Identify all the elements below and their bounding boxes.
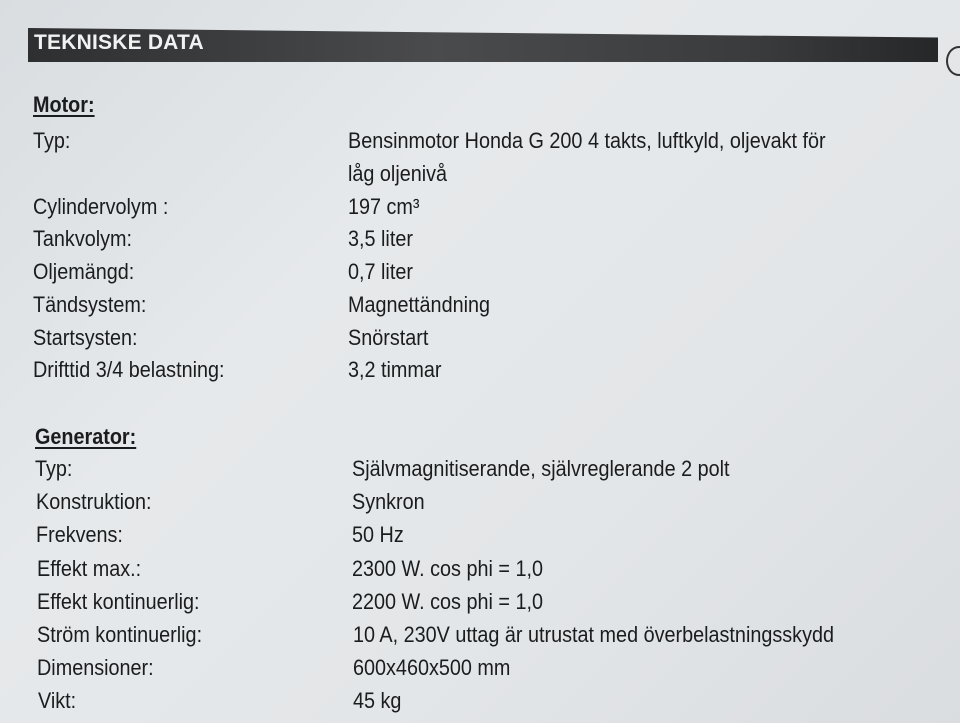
row-label: Ström kontinuerlig: xyxy=(37,622,203,647)
row-label: Oljemängd: xyxy=(33,259,135,284)
generator-row-type xyxy=(35,452,960,484)
motor-row-tank xyxy=(33,222,960,254)
generator-row-max-power xyxy=(37,552,960,584)
motor-row-type xyxy=(33,124,960,186)
row-value: Synkron xyxy=(352,489,425,514)
motor-row-runtime xyxy=(33,353,960,385)
row-value: Självmagnitiserande, självreglerande 2 polt xyxy=(352,456,730,481)
row-label: Vikt: xyxy=(38,688,77,713)
page-title: TEKNISKE DATA xyxy=(34,31,204,54)
row-value: Magnettändning xyxy=(348,292,491,317)
row-label: Startsysten: xyxy=(33,325,138,350)
generator-row-weight xyxy=(38,684,960,716)
row-label: Effekt max.: xyxy=(37,556,142,581)
row-label: Drifttid 3/4 belastning: xyxy=(33,357,225,382)
row-value: 2200 W. cos phi = 1,0 xyxy=(352,589,543,614)
row-label: Effekt kontinuerlig: xyxy=(37,589,200,614)
generator-heading: Generator: xyxy=(35,424,137,449)
row-label: Typ: xyxy=(35,456,73,481)
generator-row-frequency xyxy=(36,518,960,550)
motor-row-ignition xyxy=(33,288,960,320)
row-value: Snörstart xyxy=(348,325,429,350)
row-value: 10 A, 230V uttag är utrustat med överbelastningsskydd xyxy=(353,622,834,647)
row-value: 197 cm³ xyxy=(348,194,420,219)
row-label: Cylindervolym : xyxy=(33,194,169,219)
generator-row-continuous-power xyxy=(37,585,960,617)
generator-row-dimensions xyxy=(37,651,960,683)
row-value: 3,2 timmar xyxy=(348,357,442,382)
row-value: 2300 W. cos phi = 1,0 xyxy=(352,556,543,581)
row-value: 50 Hz xyxy=(352,522,404,547)
row-label: Typ: xyxy=(33,128,71,153)
row-label: Tändsystem: xyxy=(33,292,147,317)
row-label: Konstruktion: xyxy=(36,489,152,514)
row-value: 0,7 liter xyxy=(348,259,413,284)
row-label: Dimensioner: xyxy=(37,655,154,680)
row-value: 600x460x500 mm xyxy=(353,655,511,680)
row-value: Bensinmotor Honda G 200 4 takts, luftkyld, oljevakt för låg oljenivå xyxy=(348,128,826,186)
row-label: Tankvolym: xyxy=(33,226,133,251)
motor-row-start xyxy=(33,321,960,353)
generator-row-current xyxy=(37,618,960,650)
generator-row-construction xyxy=(36,485,960,517)
motor-row-oil xyxy=(33,255,960,287)
page-edge-mark xyxy=(946,46,960,76)
motor-heading: Motor: xyxy=(33,92,95,117)
row-label: Frekvens: xyxy=(36,522,123,547)
row-value: 3,5 liter xyxy=(348,226,413,251)
motor-row-displacement xyxy=(33,190,960,222)
row-value: 45 kg xyxy=(353,688,402,713)
